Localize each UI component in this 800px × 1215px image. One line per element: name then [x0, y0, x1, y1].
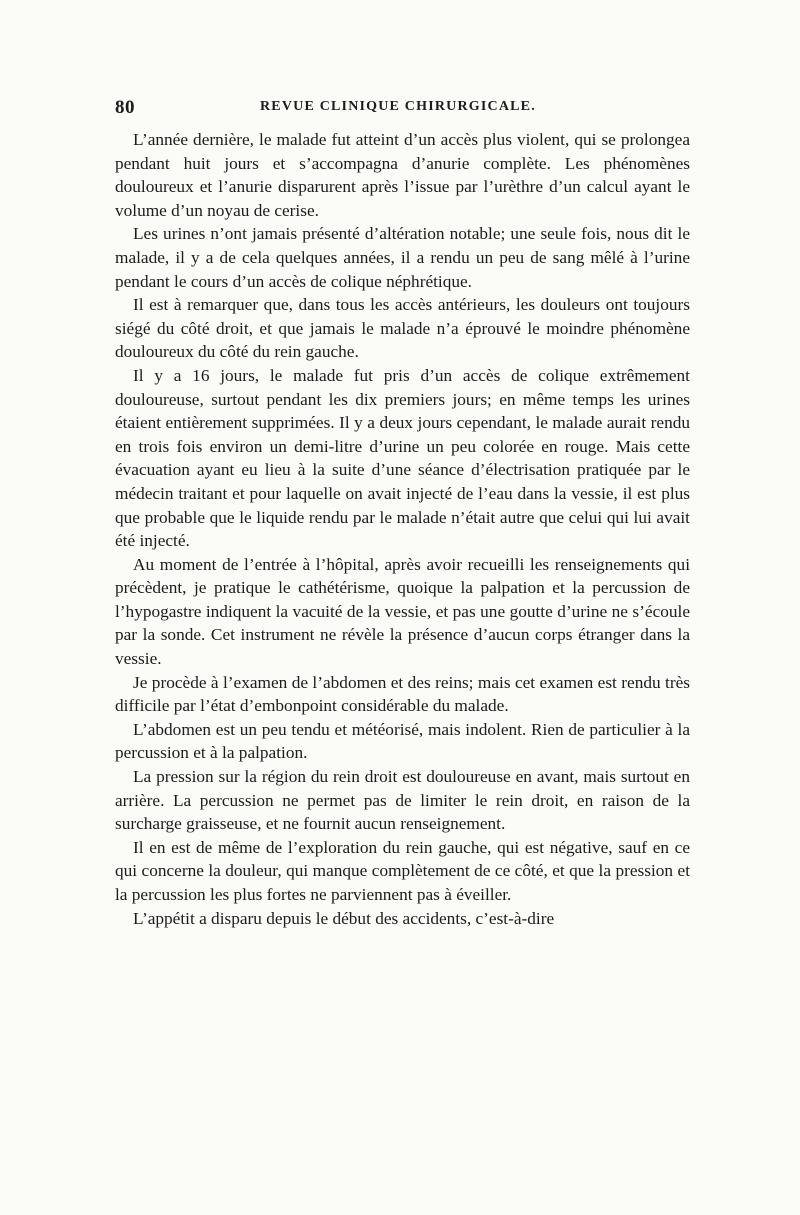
paragraph: L’abdomen est un peu tendu et météorisé, mais indolent. Rien de particulier à la percussion et à la palpation.	[115, 719, 690, 763]
paragraph: L’année dernière, le malade fut atteint d’un accès plus violent, qui se prolongea pendant huit jours et s’accompagna d’anurie complète. Les phénomènes douloureux et l’anurie disparurent après l’issue par l’urèthre d’un calcul ayant le volume d’un noyau de cerise.	[115, 130, 690, 220]
paragraph: Je procède à l’examen de l’abdomen et des reins; mais cet examen est rendu très difficile par l’état d’embonpoint considérable du malade.	[115, 672, 690, 716]
paragraph: Il y a 16 jours, le malade fut pris d’un accès de colique extrêmement douloureuse, surtout pendant les dix premiers jours; en même temps les urines étaient entièrement supprimées. Il y a deux jours cependant, le malade aurait rendu en trois fois environ un demi-litre d’urine un peu colorée en rouge. Mais cette évacuation ayant eu lieu à la suite d’une séance d’électrisation pratiquée par le médecin traitant et pour laquelle on avait injecté de l’eau dans la vessie, il est plus que probable que le liquide rendu par le malade n’était autre que celui qui lui avait été injecté.	[115, 365, 690, 551]
paragraph: La pression sur la région du rein droit est douloureuse en avant, mais surtout en arrière. La percussion ne permet pas de limiter le rein droit, en raison de la surcharge graisseuse, et ne fournit aucun renseignement.	[115, 767, 690, 834]
page-number: 80	[115, 97, 135, 118]
paragraph: Les urines n’ont jamais présenté d’altération notable; une seule fois, nous dit le malade, il y a de cela quelques années, il a rendu un peu de sang mêlé à l’urine pendant le cours d’un accès de colique néphrétique.	[115, 224, 690, 291]
page-header	[115, 97, 690, 121]
paragraph: Il est à remarquer que, dans tous les accès antérieurs, les douleurs ont toujours siégé du côté droit, et que jamais le malade n’a éprouvé le moindre phénomène douloureux du côté du rein gauche.	[115, 295, 690, 362]
paragraph: L’appétit a disparu depuis le début des accidents, c’est-à-dire	[133, 908, 555, 928]
body-text	[115, 128, 690, 930]
paragraph: Il en est de même de l’exploration du rein gauche, qui est négative, sauf en ce qui concerne la douleur, qui manque complètement de ce côté, et que la pression et la percussion les plus fortes ne parviennent pas à éveiller.	[115, 837, 690, 904]
paragraph: Au moment de l’entrée à l’hôpital, après avoir recueilli les renseignements qui précèdent, je pratique le cathétérisme, quoique la palpation et la percussion de l’hypogastre indiquent la vacuité de la vessie, et pas une goutte d’urine ne s’écoule par la sonde. Cet instrument ne révèle la présence d’aucun corps étranger dans la vessie.	[115, 554, 690, 669]
running-title: REVUE CLINIQUE CHIRURGICALE.	[260, 99, 536, 114]
